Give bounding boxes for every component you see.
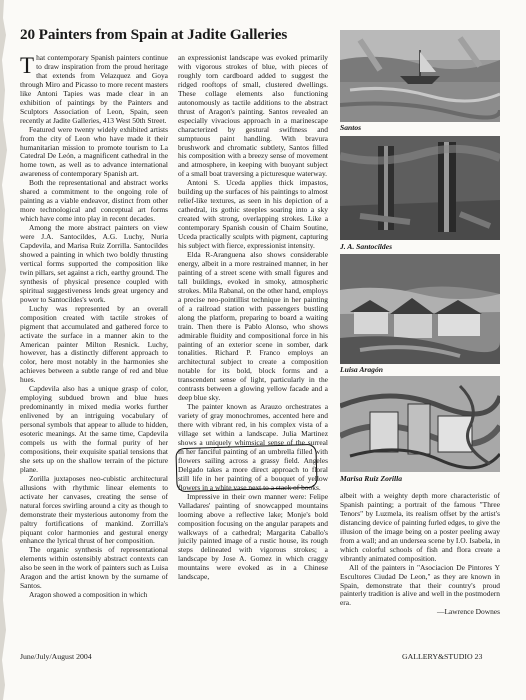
paragraph: Capdevila also has a unique grasp of color, employing subdued brown and blue hues predominantly in mixed media works further enlivened by an intriguing vocabulary of personal symbols that appear to allude to hidden, esoteric meanings. At the same time, Capdevila compels us with the formal purity of her compositions, their exquisite spatial tensions that she sets up on the shallow terrain of the picture plane. (20, 384, 168, 474)
paragraph: Impressive in their own manner were: Felipe Valladares' painting of snowcapped mountains looming above a reflective lake; Monje's bold composition focusing on the angular parapets and walkways of a cathedral; Margarita Caballo's juicily painted image of a rustic house, its rough steps delineated with vigorous strokes; a landscape by Jose A. Gomez in which craggy mountains were evoked as in a Chinese landscape, (178, 491, 328, 582)
paragraph: The painter known as Arauzo orchestrates a variety of gray monochromes, accented here and there with vibrant red, in his complex vista of a village set within a landscape. Julia Martinez shows a uniquely whimsical sense of the surreal in her fanciful painting of an umbrella filled with flowers sailing across a grassy field. Angeles Delgado takes a more direct approach to floral still life in her painting of a bouquet of yellow flowers in a white vase next to a stack of books. (178, 402, 328, 492)
article-column-1 (20, 54, 168, 648)
paragraph: The organic synthesis of representational elements within ostensibly abstract contexts can also be seen in the work of painters such as Luisa Aragon and the artist known by the surname of Santos. (20, 545, 168, 591)
paragraph: Zorilla juxtaposes neo-cubistic architectural allusions with rhythmic linear elements to activate her canvases, creating the sense of natural forces swirling around a city as though to demonstrate their mysterious autonomy from the paltry fortifications of mankind. Zorrilla's piquant color harmonies and gestural energy enhance the lyrical thrust of her composition. (20, 473, 168, 546)
paragraph: Elda R-Aranguena also shows considerable energy, albeit in a more restrained manner, in her painting of a street scene with small figures and tall buildings, evoked in smoky, atmospheric strokes. Mila Rabanal, on the other hand, employs a precise neo-pointillist technique in her painting of a railroad station with passengers bustling along the platform, preparing to board a waiting train. Then there is Pablo Alonso, who shows admirable fluidity and compositional force in his painting of an exterior scene in somber, dark tonalities. Richard P. Franco employs an architectural subject to create a composition notable for its bold, block forms and a transcendent sense of light, particularly in the contrasts between a glowing yellow facade and a deep blue sky. (178, 249, 328, 403)
paragraph: Aragon showed a composition in which (29, 590, 148, 600)
caption-santocildes: J. A. Santocildes (340, 242, 393, 251)
painting-santocildes (340, 136, 500, 240)
paragraph: Featured were twenty widely exhibited artists from the city of Leon who have made it their humanitarian mission to promote tourism to La Catedral De León, a magnificent cathedral in the home town, as well as to advance international awareness of contemporary Spanish art. (20, 124, 168, 179)
drop-cap: T (20, 54, 35, 78)
article-column-3 (340, 492, 500, 648)
paragraph: Luchy was represented by an overall composition created with tactile strokes of pigment that accumulated and gathered force to activate the surface in a manner akin to the American painter Milton Resnick. Luchy, however, has a distinctly different approach to color, here most notably in the harmonies she achieves between a subtle range of red and blue hues. (20, 303, 168, 385)
article-title: 20 Painters from Spain at Jadite Galleries (20, 26, 288, 43)
author-byline: —Lawrence Downes (437, 607, 500, 617)
painting-zorilla (340, 376, 500, 472)
issue-date-footer: June/July/August 2004 (20, 652, 92, 661)
article-column-2 (178, 54, 328, 648)
painting-santos (340, 30, 500, 122)
caption-zorilla: Marisa Ruiz Zorilla (340, 474, 403, 483)
paragraph: an expressionist landscape was evoked primarily with vigorous strokes of blue, with pieces of roughly torn cardboard added to suggest the ridged rooftops of small, clustered dwellings. These collage elements also functioning autonomously as tactile additions to the abstract thrust of Aragon's painting. Santos revealed an especially vivacious approach in a marinescape characterized by gestural swiftness and sumptuous paint handling. With bravura brushwork and chromatic subtlety, Santos filled his composition with a breezy sense of movement and atmosphere, in keeping with buoyant subject of a small boat traversing a picturesque waterway. (178, 54, 328, 179)
paragraph: Among the more abstract painters on view were J.A. Santocildes, A.G. Luchy, Nuria Capdevila, and Marisa Ruiz Zorrilla. Santocildes showed a painting in which two boldly thrusting vertical forms supported the composition like twin pillars, set against a rich, earthy ground. The synthesis of physical presence coupled with spiritual suggestiveness lends great urgency and power to Santocildes's work. (20, 223, 168, 304)
caption-santos: Santos (340, 123, 362, 132)
caption-aragon: Luisa Aragón (340, 365, 383, 374)
hand-drawn-highlight-box (175, 444, 317, 492)
painting-aragon (340, 254, 500, 364)
torn-paper-edge (0, 0, 9, 700)
paragraph: Antoni S. Uceda applies thick impastos, building up the surfaces of his paintings to almost relief-like textures, as seen in his depiction of a cathedral, its gothic steeples soaring into a sky created with strong, overlapping strokes. Like a contemporary Spanish cousin of Chaim Soutine, Uceda practically sculpts with pigment, capturing his subject with fierce, expressionist intensity. (178, 178, 328, 251)
paragraph: That contemporary Spanish painters continue to draw inspiration from the proud heritage that extends from Velazquez and Goya through Miro and Picasso to more recent masters like Antoni Tapies was made clear in an exhibition of paintings by the Painters and Sculptors Association of Leon, Spain, seen recently at Jadite Galleries, 413 West 50th Street. (20, 54, 168, 125)
paragraph: albeit with a weighty depth more characteristic of Spanish painting; a portrait of the famous "Three Tenors" by Luzmela, its realism offset by the artist's distancing device of painting furled edges, to give the illusion of the image being on a poster peeling away from a wall; and an undersea scene by I.O. Isabela, in which colorful schools of fish and flora create a vibrantly animated composition. (340, 492, 500, 563)
paragraph: All of the painters in "Asociacion De Pintores Y Escultores Ciudad De Leon," as they are known in Spain, demonstrate that their country's proud painterly tradition is alive and well in the postmodern era. (340, 562, 500, 608)
magazine-name-page-number: GALLERY&STUDIO 23 (402, 652, 483, 661)
paragraph: Both the representational and abstract works shared a commitment to the ongoing role of painting as a viable endeavor, distinct from other more technological and conceptual art forms which have come into play in recent decades. (20, 178, 168, 224)
